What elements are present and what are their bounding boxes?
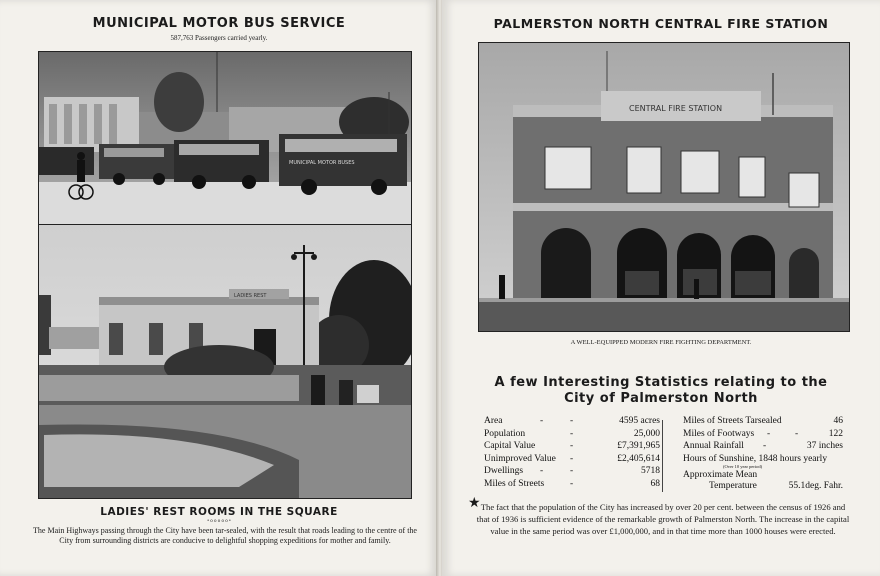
- stat-value: £7,391,965: [617, 441, 660, 451]
- stat-dash: -: [795, 428, 799, 439]
- stat-dash: -: [570, 478, 574, 489]
- stat-label: Temperature: [709, 481, 757, 491]
- stat-value: 25,000: [633, 428, 660, 439]
- stat-value: 68: [650, 478, 660, 489]
- fire-station-sign: CENTRAL FIRE STATION: [629, 104, 723, 113]
- bus-photo: [38, 51, 412, 226]
- stats-heading-line-1: A few Interesting Statistics relating to the: [494, 375, 828, 390]
- stats-left-column: [484, 416, 660, 496]
- stat-dash: -: [763, 441, 767, 451]
- right-page: [442, 0, 880, 576]
- ornament: • o o o o o •: [207, 519, 231, 524]
- stat-label: Approximate Mean: [683, 470, 758, 480]
- building-sign: LADIES REST: [234, 293, 267, 299]
- left-page-title: MUNICIPAL MOTOR BUS SERVICE: [92, 16, 346, 31]
- fire-station-photo-image: [479, 43, 849, 331]
- closing-paragraph: The fact that the population of the City has increased by over 20 per cent. between the census of 1926 and that of 1936 is sufficient evidence of the remarkable growth of Palmerston North. The increase in the capital value in the same period was over £1,000,000, and in that time more than 1000 houses were erected.: [476, 502, 850, 537]
- stat-value: 55.1deg. Fahr.: [788, 481, 843, 491]
- stat-value: 37 inches: [806, 441, 843, 451]
- rest-rooms-caption-heading: LADIES' REST ROOMS IN THE SQUARE: [100, 506, 338, 518]
- rest-rooms-caption-body: The Main Highways passing through the City have been tar-sealed, with the result that roads leading to the centre of the City from surrounding districts are conducive to delightful shopping expeditions for mother and family.: [33, 526, 417, 545]
- stat-dash: -: [767, 428, 771, 439]
- rest-rooms-photo: [38, 224, 412, 499]
- stat-label: Capital Value: [484, 441, 536, 451]
- fire-station-caption: A WELL-EQUIPPED MODERN FIRE FIGHTING DEPARTMENT.: [570, 339, 752, 346]
- right-page-title: PALMERSTON NORTH CENTRAL FIRE STATION: [493, 16, 829, 31]
- stat-label: Unimproved Value: [484, 453, 556, 464]
- stat-label: Miles of Streets: [484, 478, 545, 489]
- stat-label: Miles of Streets Tarsealed: [683, 416, 782, 426]
- stat-label: Miles of Footways: [683, 428, 755, 439]
- stat-value: 46: [833, 416, 843, 426]
- stat-dash: -: [570, 453, 574, 464]
- stat-dash: -: [570, 466, 574, 476]
- stats-right-column: [683, 416, 843, 496]
- stat-label: Area: [484, 416, 503, 426]
- stat-dash: -: [540, 466, 544, 476]
- stats-divider: [662, 420, 663, 492]
- stat-value: 5718: [641, 466, 660, 476]
- rest-rooms-photo-image: [39, 225, 411, 498]
- bus-photo-image: [39, 52, 411, 225]
- fire-station-photo: [478, 42, 850, 332]
- left-page-subtitle: 587,763 Passengers carried yearly.: [170, 34, 268, 42]
- stat-dash: -: [570, 441, 574, 451]
- stats-heading-line-2: City of Palmerston North: [564, 391, 758, 406]
- stat-value: 4595 acres: [619, 416, 660, 426]
- star-icon: ★: [468, 495, 481, 511]
- bus-side-text: MUNICIPAL MOTOR BUSES: [289, 160, 355, 166]
- stat-label: Dwellings: [484, 466, 524, 476]
- stat-label: Population: [484, 428, 526, 439]
- stat-label: Hours of Sunshine, 1848 hours yearly: [683, 453, 828, 464]
- stat-dash: -: [570, 416, 574, 426]
- left-page: [0, 0, 438, 576]
- stat-dash: -: [570, 428, 574, 439]
- stat-dash: -: [540, 416, 544, 426]
- stat-label: Annual Rainfall: [683, 441, 744, 451]
- sunshine-note: (Over 10 year period): [723, 464, 763, 469]
- stat-value: £2,405,614: [617, 453, 660, 464]
- stat-value: 122: [828, 428, 843, 439]
